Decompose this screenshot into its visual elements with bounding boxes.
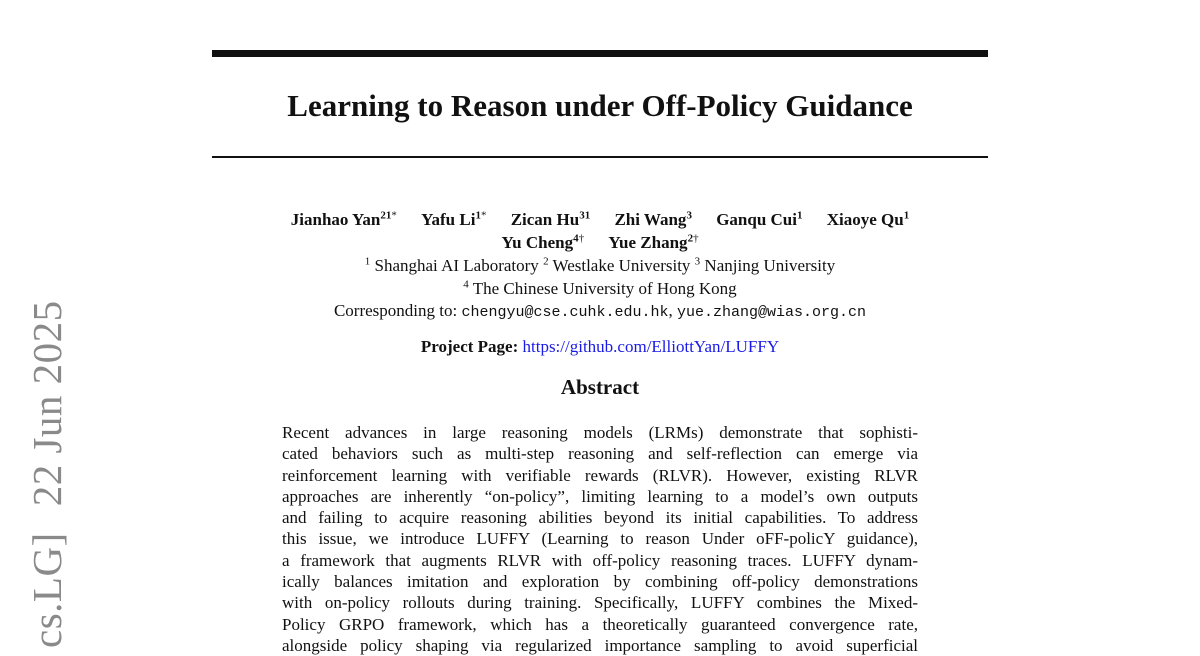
email-link[interactable]: yue.zhang@wias.org.cn bbox=[677, 304, 867, 321]
author: Zican Hu$^{31}$ bbox=[510, 209, 591, 229]
author: Yafu $Li^{1*}$ bbox=[421, 209, 487, 229]
email-link[interactable]: chengyu@cse.cuhk.edu.hk bbox=[461, 304, 669, 321]
arxiv-category: cs.LG] bbox=[24, 532, 70, 648]
abstract-line: alongside policy shaping via regularized importance sampling to avoid superficial bbox=[282, 635, 918, 655]
project-page-label: Project Page: bbox=[420, 337, 519, 356]
author-list bbox=[212, 208, 988, 254]
abstract-line: and failing to acquire reasoning abilities beyond its initial capabilities. To address bbox=[282, 508, 918, 528]
title-top-rule bbox=[212, 50, 988, 57]
abstract-body bbox=[282, 422, 918, 656]
affiliations-line-2: $^4$ The Chinese University of Hong Kong bbox=[463, 278, 737, 298]
corresponding-authors: Corresponding to: chengyu@cse.cuhk.edu.hk, yue.zhang@wias.org.cn bbox=[333, 301, 867, 321]
abstract-line: Recent advances in large reasoning models (LRMs) demonstrate that sophisti- bbox=[282, 423, 918, 442]
author: Ganqu Cui$^1$ bbox=[716, 209, 803, 229]
abstract-line: Policy GRPO framework, which has a theoretically guaranteed convergence rate, bbox=[282, 614, 918, 634]
abstract-line: ically balances imitation and exploration by combining off-policy demonstrations bbox=[282, 572, 918, 592]
title-bottom-rule bbox=[212, 156, 988, 158]
author: Yue Zhang$^{2\dagger}$ bbox=[608, 232, 699, 252]
author: Zhi Wang$^3$ bbox=[614, 209, 692, 229]
author: Jianhao Yan$^{21*}$ bbox=[290, 209, 397, 229]
abstract-line: a framework that augments RLVR with off-policy reasoning traces. LUFFY dynam- bbox=[282, 550, 918, 570]
abstract-heading: Abstract bbox=[560, 375, 640, 399]
project-page bbox=[212, 336, 988, 358]
abstract-line: reinforcement learning with verifiable rewards (RLVR). However, existing RLVR bbox=[282, 465, 918, 485]
affiliations-line-1: $^1$ Shanghai AI Laboratory $^2$ Westlake University $^3$ Nanjing University bbox=[364, 255, 836, 275]
abstract-line: with on-policy rollouts during training. Specifically, LUFFY combines the Mixed- bbox=[282, 593, 918, 613]
abstract-line: cated behaviors such as multi-step reasoning and self-reflection can emerge via bbox=[282, 444, 918, 464]
author: Yu Cheng$^{4\dagger}$ bbox=[501, 232, 585, 252]
abstract-line: approaches are inherently “on-policy”, limiting learning to a model’s own outputs bbox=[282, 486, 918, 506]
author: Xiaoye Qu$^1$ bbox=[826, 209, 910, 229]
paper-title: Learning to Reason under Off-Policy Guidance bbox=[287, 88, 913, 123]
arxiv-side-stamp bbox=[24, 288, 70, 648]
arxiv-date: 22 Jun 2025 bbox=[24, 300, 70, 507]
project-page-link[interactable]: https://github.com/ElliottYan/LUFFY bbox=[522, 337, 780, 356]
abstract-line: this issue, we introduce LUFFY (Learning to reason Under oFF-policY guidance), bbox=[282, 529, 918, 549]
